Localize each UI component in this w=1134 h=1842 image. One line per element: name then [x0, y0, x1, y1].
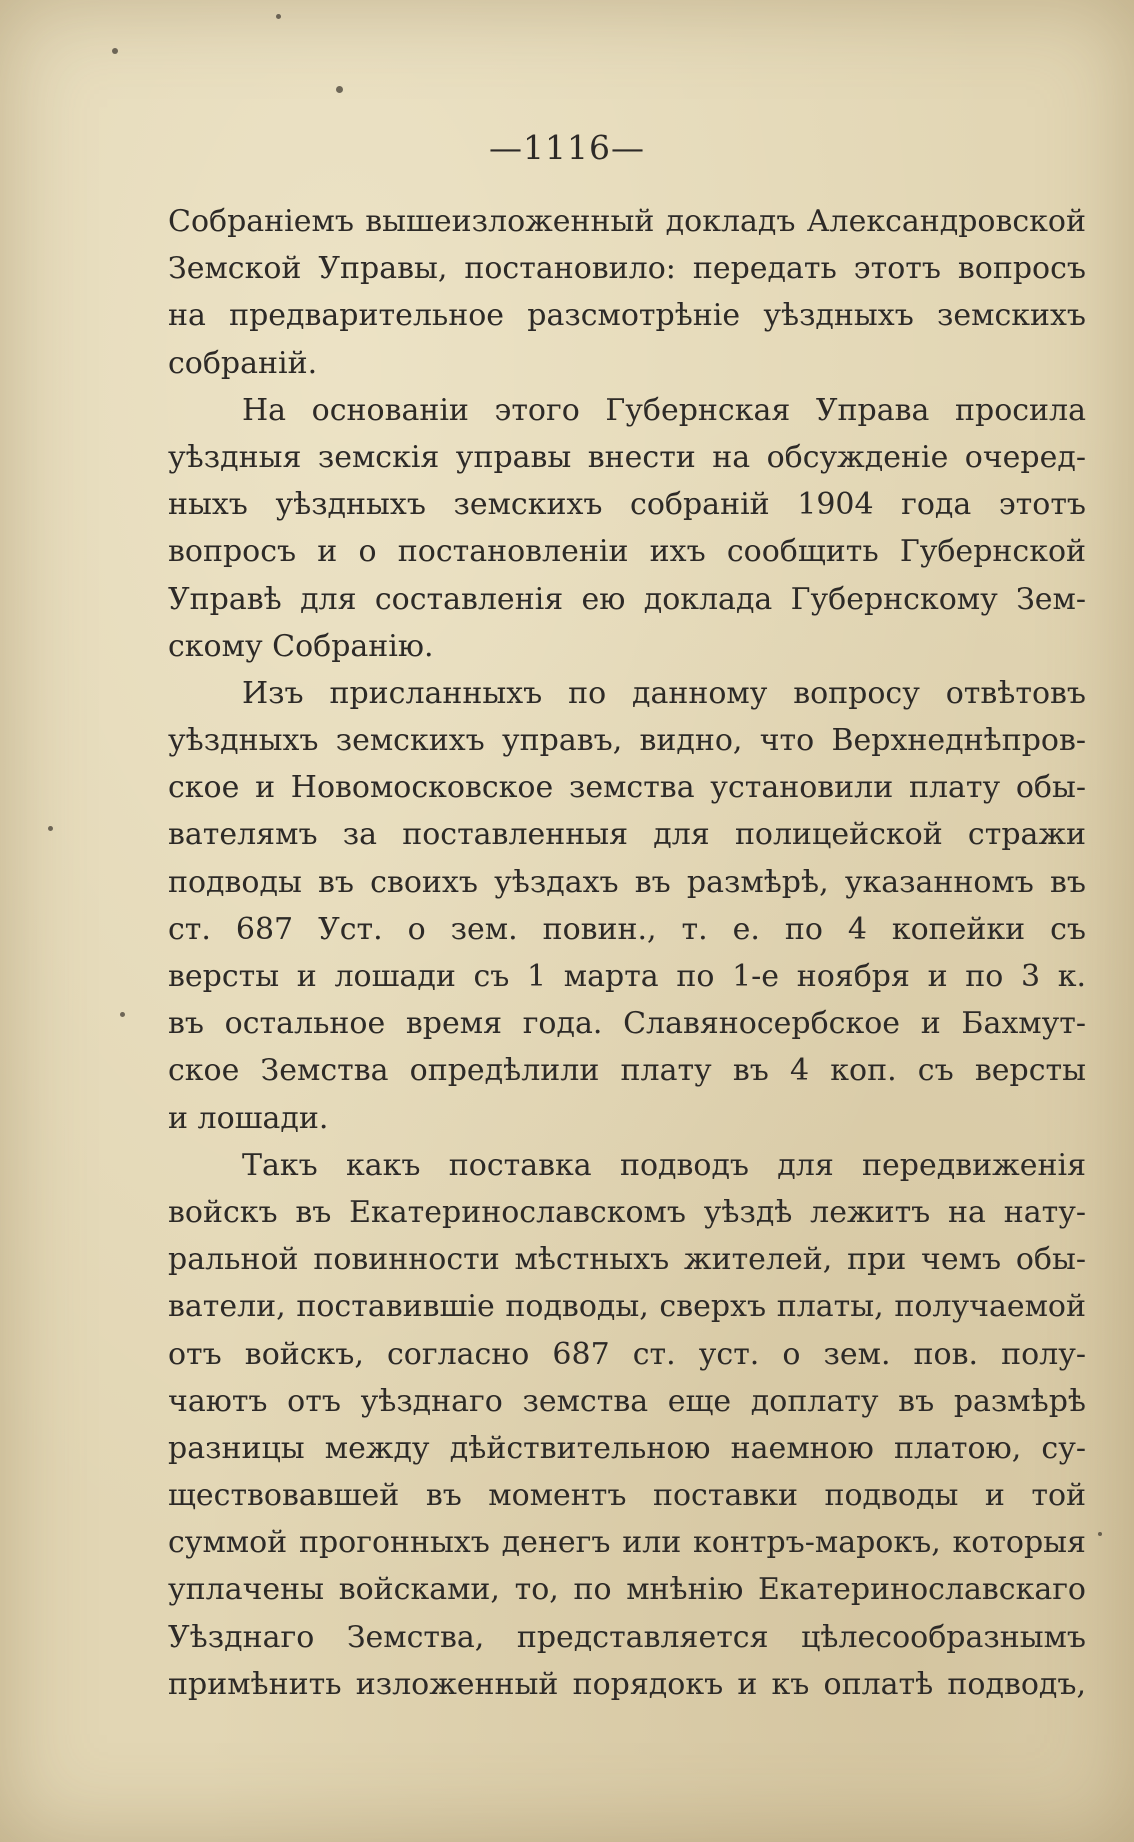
- paragraph-start-line: Изъ присланныхъ по данному вопросу отвѣтовъ: [242, 675, 1086, 711]
- text-line: вателямъ за поставленныя для полицейской стражи: [168, 817, 1086, 853]
- text-line: отъ войскъ, согласно 687 ст. уст. о зем. пов. полу-: [168, 1336, 1086, 1372]
- text-line: войскъ въ Екатеринославскомъ уѣздѣ лежитъ на нату-: [168, 1194, 1086, 1230]
- text-line: разницы между дѣйствительною наемною платою, су-: [168, 1430, 1086, 1466]
- text-line: чаютъ отъ уѣзднаго земства еще доплату въ размѣрѣ: [168, 1383, 1086, 1419]
- text-line: ральной повинности мѣстныхъ жителей, при чемъ обы-: [168, 1242, 1086, 1278]
- text-line: на предварительное разсмотрѣніе уѣздныхъ земскихъ: [168, 298, 1086, 334]
- text-line: въ остальное время года. Славяносербское и Бахмут-: [168, 1006, 1086, 1042]
- text-line: собраній.: [168, 345, 318, 381]
- ink-speck: [276, 14, 281, 19]
- body-text: [168, 198, 1086, 1708]
- text-line: ватели, поставившіе подводы, сверхъ платы, получаемой: [168, 1289, 1086, 1325]
- ink-speck: [48, 826, 53, 831]
- page-number: —1116—: [489, 128, 645, 167]
- text-line: ст. 687 Уст. о зем. повин., т. е. по 4 копейки съ: [168, 911, 1086, 947]
- text-line: Земской Управы, постановило: передать этотъ вопросъ: [168, 251, 1086, 287]
- ink-speck: [1098, 1532, 1102, 1536]
- paragraph-start-line: На основаніи этого Губернская Управа просила: [242, 392, 1086, 428]
- text-line: ществовавшей въ моментъ поставки подводы и той: [168, 1478, 1086, 1514]
- ink-speck: [112, 48, 118, 54]
- text-line: подводы въ своихъ уѣздахъ въ размѣрѣ, указанномъ въ: [168, 864, 1086, 900]
- text-line: суммой прогонныхъ денегъ или контръ-марокъ, которыя: [168, 1525, 1086, 1561]
- paragraph-start-line: Такъ какъ поставка подводъ для передвиженія: [242, 1147, 1086, 1183]
- text-line: и лошади.: [168, 1100, 329, 1136]
- text-line: уѣздныхъ земскихъ управъ, видно, что Верхнеднѣпров-: [168, 723, 1086, 759]
- text-line: скому Собранію.: [168, 628, 434, 664]
- text-line: ское и Новомосковское земства установили плату обы-: [168, 770, 1086, 806]
- text-line: ныхъ уѣздныхъ земскихъ собраній 1904 года этотъ: [168, 487, 1086, 523]
- text-line: примѣнить изложенный порядокъ и къ оплатѣ подводъ,: [168, 1666, 1086, 1702]
- text-line: уплачены войсками, то, по мнѣнію Екатеринославскаго: [168, 1572, 1086, 1608]
- text-line: Собраніемъ вышеизложенный докладъ Александровской: [168, 204, 1086, 239]
- text-line: Управѣ для составленія ею доклада Губернскому Зем-: [168, 581, 1086, 617]
- ink-speck: [336, 86, 343, 93]
- ink-speck: [120, 1012, 125, 1017]
- text-line: уѣздныя земскія управы внести на обсужденіе очеред-: [168, 439, 1086, 475]
- text-line: ское Земства опредѣлили плату въ 4 коп. съ версты: [168, 1053, 1086, 1089]
- text-line: вопросъ и о постановленіи ихъ сообщить Губернской: [168, 534, 1086, 570]
- text-line: версты и лошади съ 1 марта по 1-е ноября и по 3 к.: [168, 959, 1086, 994]
- text-line: Уѣзднаго Земства, представляется цѣлесообразнымъ: [168, 1619, 1086, 1655]
